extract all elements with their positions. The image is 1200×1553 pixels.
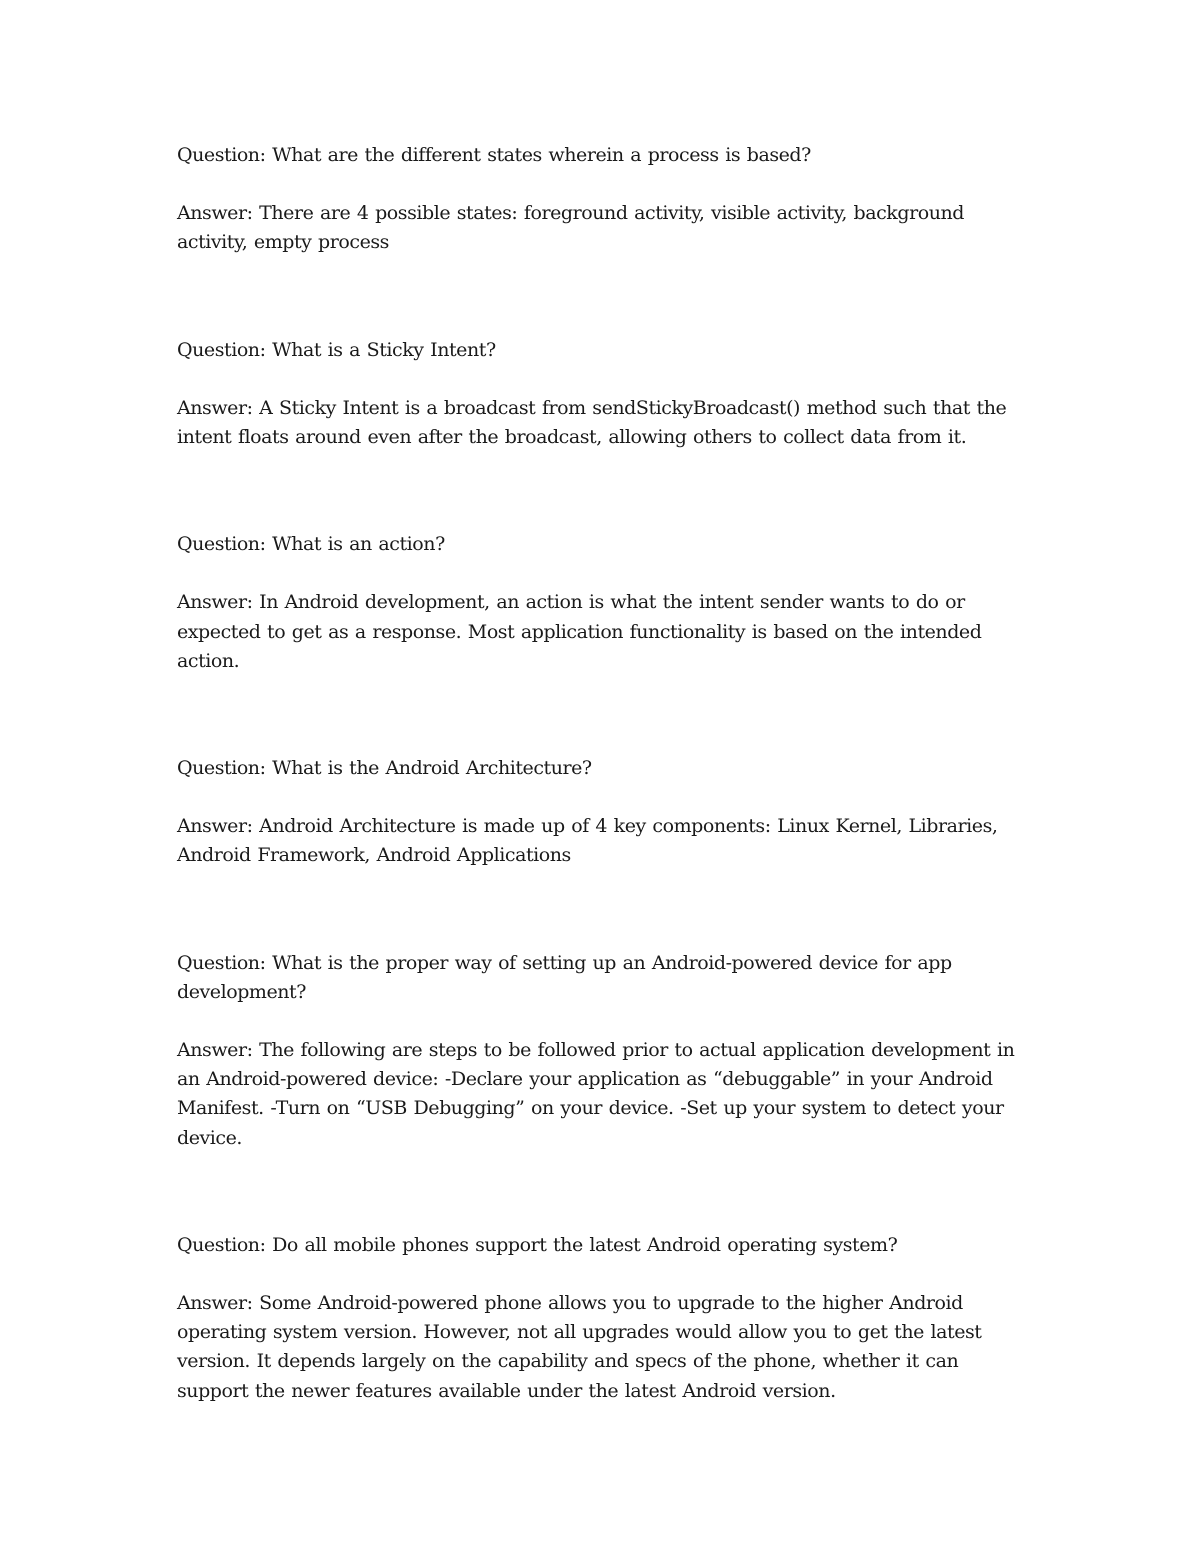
answer-text: Answer: There are 4 possible states: foreground activity, visible activity, background activity, empty process <box>177 202 964 254</box>
answer-text: Answer: The following are steps to be followed prior to actual application development in an Android-powered device: -Declare your application as “debuggable” in your Android Manifest. -Turn on “USB Debugging” on your device. -Set up your system to detect your device. <box>177 1039 1015 1149</box>
question-text: Question: What is the proper way of setting up an Android-powered device for app development? <box>177 951 952 1003</box>
qa-item <box>177 949 1027 1153</box>
question-text: Question: What are the different states wherein a process is based? <box>177 144 811 166</box>
question-text: Question: Do all mobile phones support the latest Android operating system? <box>177 1233 898 1256</box>
qa-item <box>177 1231 1027 1406</box>
question-text: Question: What is an action? <box>177 533 445 556</box>
qa-item <box>177 336 1027 453</box>
answer-text: Answer: A Sticky Intent is a broadcast from sendStickyBroadcast() method such that the intent floats around even after the broadcast, allowing others to collect data from it. <box>177 396 1007 449</box>
document-body <box>177 141 1027 1406</box>
qa-item <box>177 530 1027 676</box>
question-text: Question: What is a Sticky Intent? <box>177 338 496 361</box>
answer-text: Answer: Some Android-powered phone allows you to upgrade to the higher Android operating system version. However, not all upgrades would allow you to get the latest version. It depends largely on the capability and specs of the phone, whether it can support the newer features available under the latest Android version. <box>177 1292 982 1402</box>
qa-item <box>177 754 1027 871</box>
answer-text: Answer: In Android development, an action is what the intent sender wants to do or expected to get as a response. Most application functionality is based on the intended action. <box>177 591 982 672</box>
qa-item <box>177 141 1027 258</box>
answer-text: Answer: Android Architecture is made up of 4 key components: Linux Kernel, Libraries, Android Framework, Android Applications <box>177 815 998 867</box>
question-text: Question: What is the Android Architecture? <box>177 757 592 780</box>
